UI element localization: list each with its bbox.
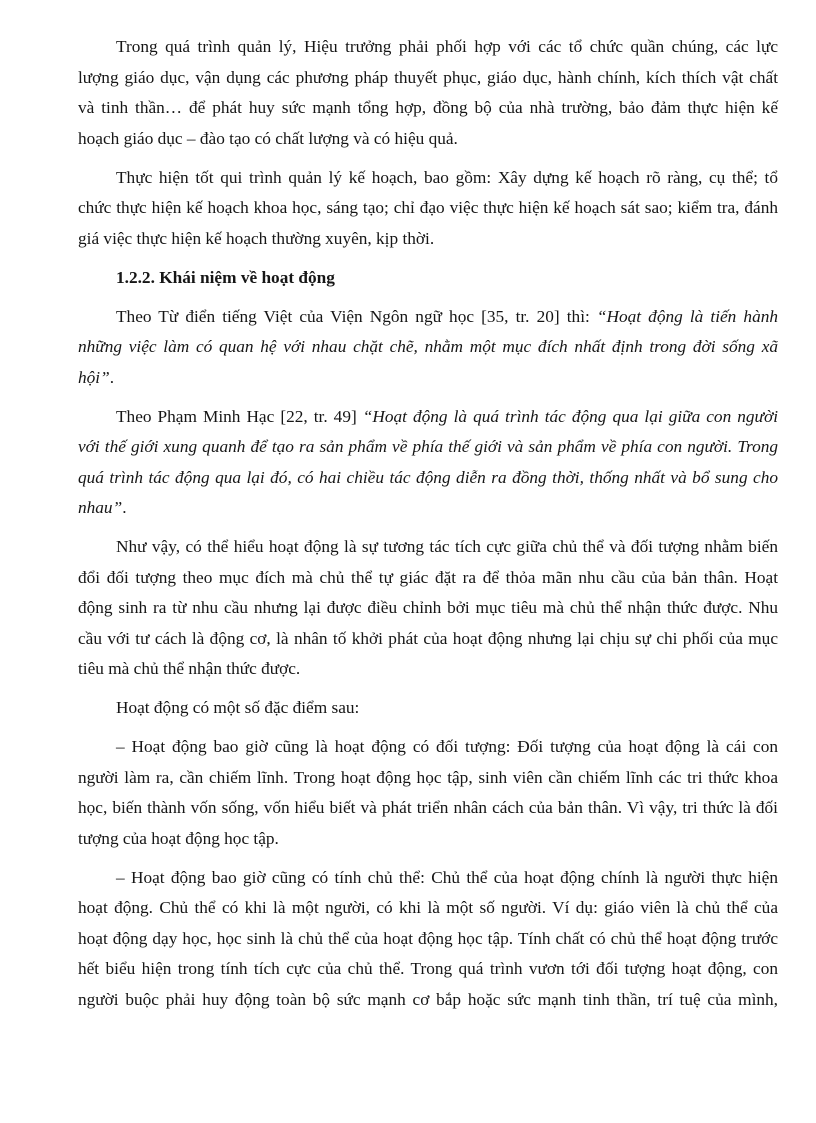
text-line: tượng của hoạt động học tập. bbox=[78, 828, 279, 848]
text-line bbox=[116, 402, 778, 433]
paragraph-3 bbox=[78, 302, 778, 394]
text-line: – Hoạt động bao giờ cũng là hoạt động có đối tượng: Đối tượng của hoạt động là cái con bbox=[116, 737, 778, 756]
text-line: học, biến thành vốn sống, vốn hiểu biết và phát triển nhân cách của bản thân. Vì vậy, tri thức là đối bbox=[78, 798, 778, 817]
text-line: hoạt động. Chủ thể có khi là một người, có khi là một số người. Ví dụ: giáo viên là chủ thể của bbox=[78, 898, 778, 917]
paragraph-1 bbox=[78, 32, 778, 154]
text-line bbox=[116, 302, 778, 333]
quote-line: với thế giới xung quanh để tạo ra sản phẩm về phía thế giới và sản phẩm về phía con người. Trong bbox=[78, 437, 778, 456]
text-line: cầu với tư cách là động cơ, là nhân tố khởi phát của hoạt động nhưng lại chịu sự chi phối của mục bbox=[78, 628, 778, 648]
section-heading bbox=[78, 263, 778, 294]
text-line: hoạt động dạy học, học sinh là chủ thể của hoạt động học tập. Tính chất có chủ thể hoạt động trước bbox=[78, 928, 778, 948]
quote-text: nhau” bbox=[78, 498, 123, 517]
text-line: lượng giáo dục, vận dụng các phương pháp thuyết phục, giáo dục, hành chính, kích thích vật chất bbox=[78, 67, 778, 87]
paragraph-2 bbox=[78, 163, 778, 255]
text-line: đổi đối tượng theo mục đích mà chủ thể tự giác đặt ra để thỏa mãn nhu cầu của bản thân. Hoạt bbox=[78, 567, 778, 587]
quote-line: những việc làm có quan hệ với nhau chặt chẽ, nhằm một mục đích nhất định trong đời sống xã bbox=[78, 337, 778, 356]
citation-text: Theo Phạm Minh Hạc [22, tr. 49] bbox=[116, 406, 363, 426]
paragraph-6 bbox=[78, 693, 778, 724]
quote-text: hội” bbox=[78, 367, 110, 387]
text-line: và tinh thần… để phát huy sức mạnh tổng hợp, đồng bộ của nhà trường, bảo đảm thực hiện kế bbox=[78, 98, 778, 117]
text-line: – Hoạt động bao giờ cũng có tính chủ thể: Chủ thể của hoạt động chính là người thực hiện bbox=[116, 867, 778, 887]
text-line: Thực hiện tốt qui trình quản lý kế hoạch, bao gồm: Xây dựng kế hoạch rõ ràng, cụ thể; tổ bbox=[116, 167, 778, 187]
text-line: Hoạt động có một số đặc điểm sau: bbox=[116, 698, 360, 717]
text-line: giá việc thực hiện kế hoạch thường xuyên, kịp thời. bbox=[78, 228, 435, 248]
quote-line: quá trình tác động qua lại đó, có hai chiều tác động diễn ra đồng thời, thống nhất và bổ sung cho bbox=[78, 467, 778, 487]
paragraph-4 bbox=[78, 402, 778, 524]
text-line bbox=[78, 493, 778, 524]
paragraph-7 bbox=[78, 732, 778, 854]
section-heading-text: 1.2.2. Khái niệm về hoạt động bbox=[116, 267, 335, 287]
text-line: người làm ra, cần chiếm lĩnh. Trong hoạt động học tập, sinh viên cần chiếm lĩnh các tri thức khoa bbox=[78, 767, 778, 787]
text-line bbox=[78, 363, 778, 394]
punctuation: . bbox=[109, 367, 115, 387]
text-line: hết biểu hiện trong tính tích cực của chủ thể. Trong quá trình vươn tới đối tượng hoạt động, con bbox=[78, 959, 778, 978]
text-line: Như vậy, có thể hiểu hoạt động là sự tương tác tích cực giữa chủ thể và đối tượng nhằm biến bbox=[116, 537, 778, 556]
citation-text: Theo Từ điển tiếng Việt của Viện Ngôn ngữ học [35, tr. 20] thì: bbox=[116, 306, 597, 326]
text-line: Trong quá trình quản lý, Hiệu trưởng phải phối hợp với các tổ chức quần chúng, các lực bbox=[116, 37, 778, 56]
text-line: động sinh ra từ nhu cầu nhưng lại được điều chỉnh bởi mục tiêu mà chủ thể nhận thức được. Nhu bbox=[78, 598, 778, 617]
paragraph-8 bbox=[78, 863, 778, 1016]
punctuation: . bbox=[122, 498, 127, 517]
paragraph-5 bbox=[78, 532, 778, 685]
quote-text: “Hoạt động là tiến hành bbox=[596, 306, 778, 326]
quote-text: “Hoạt động là quá trình tác động qua lại giữa con người bbox=[362, 406, 778, 426]
text-line: người buộc phải huy động toàn bộ sức mạnh cơ bắp hoặc sức mạnh tinh thần, trí tuệ của mình, bbox=[78, 989, 778, 1009]
text-line: tiêu mà chủ thể nhận thức được. bbox=[78, 659, 301, 678]
text-line: chức thực hiện kế hoạch khoa học, sáng tạo; chỉ đạo việc thực hiện kế hoạch sát sao; kiểm tra, đánh bbox=[78, 198, 778, 217]
text-line: hoạch giáo dục – đào tạo có chất lượng và có hiệu quả. bbox=[78, 128, 458, 148]
